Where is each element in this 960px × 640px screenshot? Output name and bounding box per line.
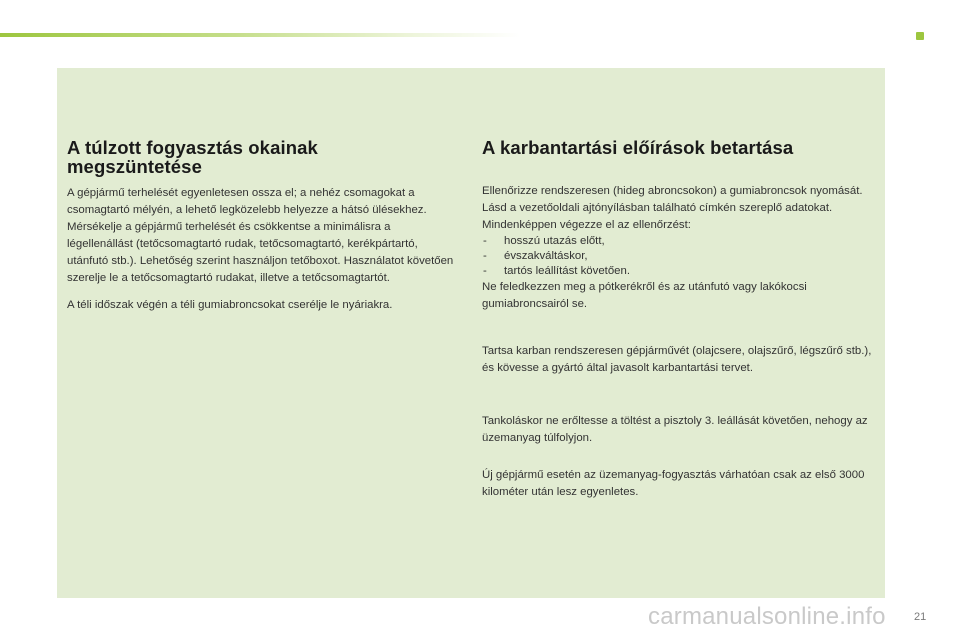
right-column <box>482 138 874 501</box>
left-column <box>67 138 459 314</box>
tyre-pressure-paragraph: Ellenőrizze rendszeresen (hideg abroncsokon) a gumiabroncsok nyomását. Lásd a vezetőoldali ajtónyílásban található címkén szereplő adatokat. <box>482 185 863 214</box>
checklist-intro: Mindenképpen végezze el az ellenőrzést: <box>482 219 691 231</box>
tyre-pressure-block <box>482 183 874 313</box>
section-title-consumption: A túlzott fogyasztás okainak megszüntetése <box>67 137 318 177</box>
new-vehicle-paragraph: Új gépjármű esetén az üzemanyag-fogyasztás várhatóan csak az első 3000 kilométer után lesz egyenletes. <box>482 469 865 498</box>
list-item: - tartós leállítást követően. <box>482 264 874 279</box>
watermark-text: carmanualsonline.info <box>648 603 886 630</box>
service-plan-paragraph: Tartsa karban rendszeresen gépjárművét (olajcsere, olajszűrő, légszűrő stb.), és kövesse a gyártó által javasolt karbantartási tervet. <box>482 345 872 374</box>
winter-tyre-paragraph: A téli időszak végén a téli gumiabroncsokat cserélje le nyáriakra. <box>67 299 393 311</box>
refuelling-paragraph: Tankoláskor ne erőltesse a töltést a pisztoly 3. leállását követően, nehogy az üzemanyag túlfolyjon. <box>482 415 868 444</box>
spare-wheel-paragraph: Ne feledkezzen meg a pótkerékről és az utánfutó vagy lakókocsi gumiabroncsairól se. <box>482 281 807 310</box>
list-item: - évszakváltáskor, <box>482 249 874 264</box>
header-accent-stripe <box>0 33 520 37</box>
section-title-maintenance: A karbantartási előírások betartása <box>482 137 794 158</box>
page-number: 21 <box>914 611 927 623</box>
list-item: - hosszú utazás előtt, <box>482 234 874 249</box>
load-advice-paragraph: A gépjármű terhelését egyenletesen ossza el; a nehéz csomagokat a csomagtartó mélyén, a lehető legközelebb helyezze a hátsó ülésekhez. Mérsékelje a gépjármű terhelését és csökkentse a minimálisra a légellenállást (tetőcsomagtartó rudak, tetőcsomagtartó, kerékpártartó, utánfutó stb.). Lehetőség szerint használjon tetőboxot. Használatot követően szerelje le a tetőcsomagtartó rudakat, illetve a tetőcsomagtartót. <box>67 187 454 284</box>
check-occasions-list <box>482 234 874 279</box>
corner-marker <box>916 32 924 40</box>
